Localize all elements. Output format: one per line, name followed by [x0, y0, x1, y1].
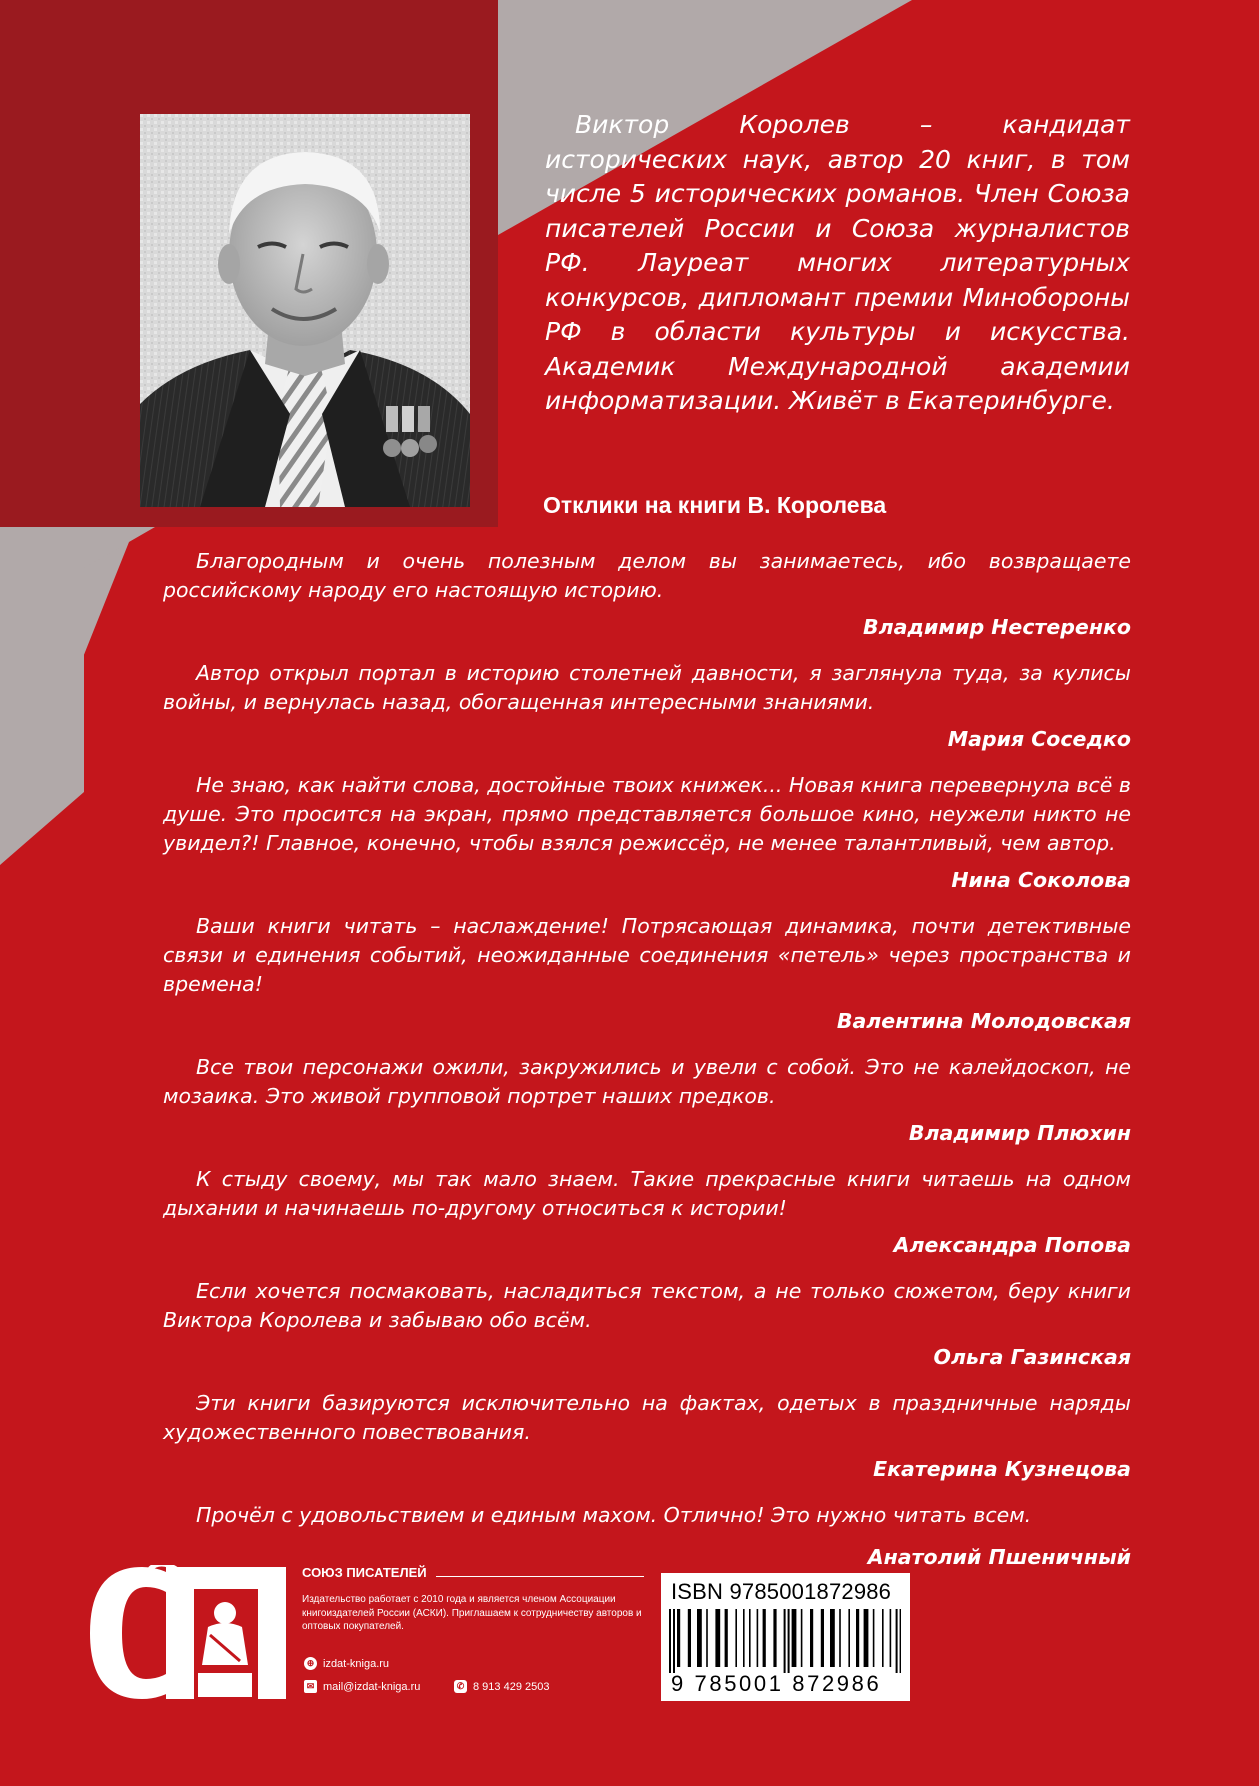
publisher-phone[interactable]: [454, 1680, 549, 1693]
review: [163, 547, 1131, 640]
review: [163, 1501, 1131, 1570]
review-author: Владимир Плюхин: [908, 1121, 1131, 1145]
review: [163, 771, 1131, 893]
publisher-description: Издательство работает с 2010 года и является членом Ассоциации книгоиздателей России (АСКИ). Приглашаем к сотрудничеству авторов и оптовых покупателей.: [302, 1594, 642, 1632]
publisher-logo: [90, 1565, 290, 1700]
website-text: izdat-kniga.ru: [323, 1657, 390, 1670]
divider: [436, 1576, 644, 1577]
review-quote: Ваши книги читать – наслаждение! Потрясающая динамика, почти детективные связи и единения событий, неожиданные соединения «петель» через пространства и времена!: [163, 914, 1131, 996]
review-quote: Автор открыл портал в историю столетней давности, я заглянула туда, за кулисы войны, и вернулась назад, обогащенная интересными знаниями.: [163, 661, 1131, 714]
author-photo: [140, 114, 470, 507]
review: [163, 1277, 1131, 1370]
review-quote: Если хочется посмаковать, насладиться текстом, а не только сюжетом, беру книги Виктора Королева и забываю обо всём.: [163, 1279, 1131, 1332]
review-author: Александра Попова: [893, 1233, 1131, 1257]
globe-icon: ⊕: [304, 1657, 317, 1670]
review-author: Мария Соседко: [947, 727, 1131, 751]
review: [163, 659, 1131, 752]
reviews-title: Отклики на книги В. Королева: [543, 492, 887, 518]
review-author: Владимир Нестеренко: [862, 615, 1131, 639]
review: [163, 1165, 1131, 1258]
review: [163, 1053, 1131, 1146]
review-author: Валентина Молодовская: [836, 1009, 1131, 1033]
review-quote: Благородным и очень полезным делом вы занимаетесь, ибо возвращаете российскому народу его настоящую историю.: [163, 549, 1131, 602]
publisher-email[interactable]: [304, 1680, 420, 1693]
reviews-list: [163, 547, 1131, 1570]
review-quote: Все твои персонажи ожили, закружились и увели с собой. Это не калейдоскоп, не мозаика. Это живой групповой портрет наших предков.: [163, 1055, 1131, 1108]
review-quote: Прочёл с удовольствием и единым махом. Отлично! Это нужно читать всем.: [196, 1503, 1032, 1527]
review-author: Ольга Газинская: [933, 1345, 1131, 1369]
review-quote: К стыду своему, мы так мало знаем. Такие прекрасные книги читаешь на одном дыхании и начинаешь по-другому относиться к истории!: [163, 1167, 1131, 1220]
isbn-label: ISBN 9785001872986: [671, 1579, 892, 1604]
review-author: Нина Соколова: [951, 868, 1131, 892]
phone-text: 8 913 429 2503: [473, 1680, 550, 1693]
publisher-block: [90, 1565, 650, 1700]
review-quote: Эти книги базируются исключительно на фактах, одетых в праздничные наряды художественного повествования.: [163, 1391, 1131, 1444]
email-text: mail@izdat-kniga.ru: [323, 1680, 421, 1693]
review-author: Екатерина Кузнецова: [873, 1457, 1131, 1481]
publisher-website[interactable]: [304, 1657, 389, 1670]
review-author: Анатолий Пшеничный: [867, 1545, 1131, 1569]
barcode-bars: [669, 1609, 901, 1673]
isbn-barcode: [661, 1573, 910, 1701]
phone-icon: ✆: [454, 1680, 467, 1693]
author-bio: Виктор Королев – кандидат исторических наук, автор 20 книг, в том числе 5 исторических романов. Член Союза писателей России и Союза журналистов РФ. Лауреат многих литературных конкурсов, дипломант премии Минобороны РФ в области культуры и искусства. Академик Международной академии информатизации. Живёт в Екатеринбурге.: [545, 110, 1130, 415]
review: [163, 912, 1131, 1034]
review-quote: Не знаю, как найти слова, достойные твоих книжек... Новая книга перевернула всё в душе. Это просится на экран, прямо представляется большое кино, неужели никто не увидел?! Главное, конечно, чтобы взялся режиссёр, не менее талантливый, чем автор.: [163, 773, 1131, 855]
isbn-digits: 9 785001 872986: [671, 1671, 882, 1696]
publisher-name: СОЮЗ ПИСАТЕЛЕЙ: [302, 1565, 427, 1580]
review: [163, 1389, 1131, 1482]
mail-icon: ✉: [304, 1680, 317, 1693]
